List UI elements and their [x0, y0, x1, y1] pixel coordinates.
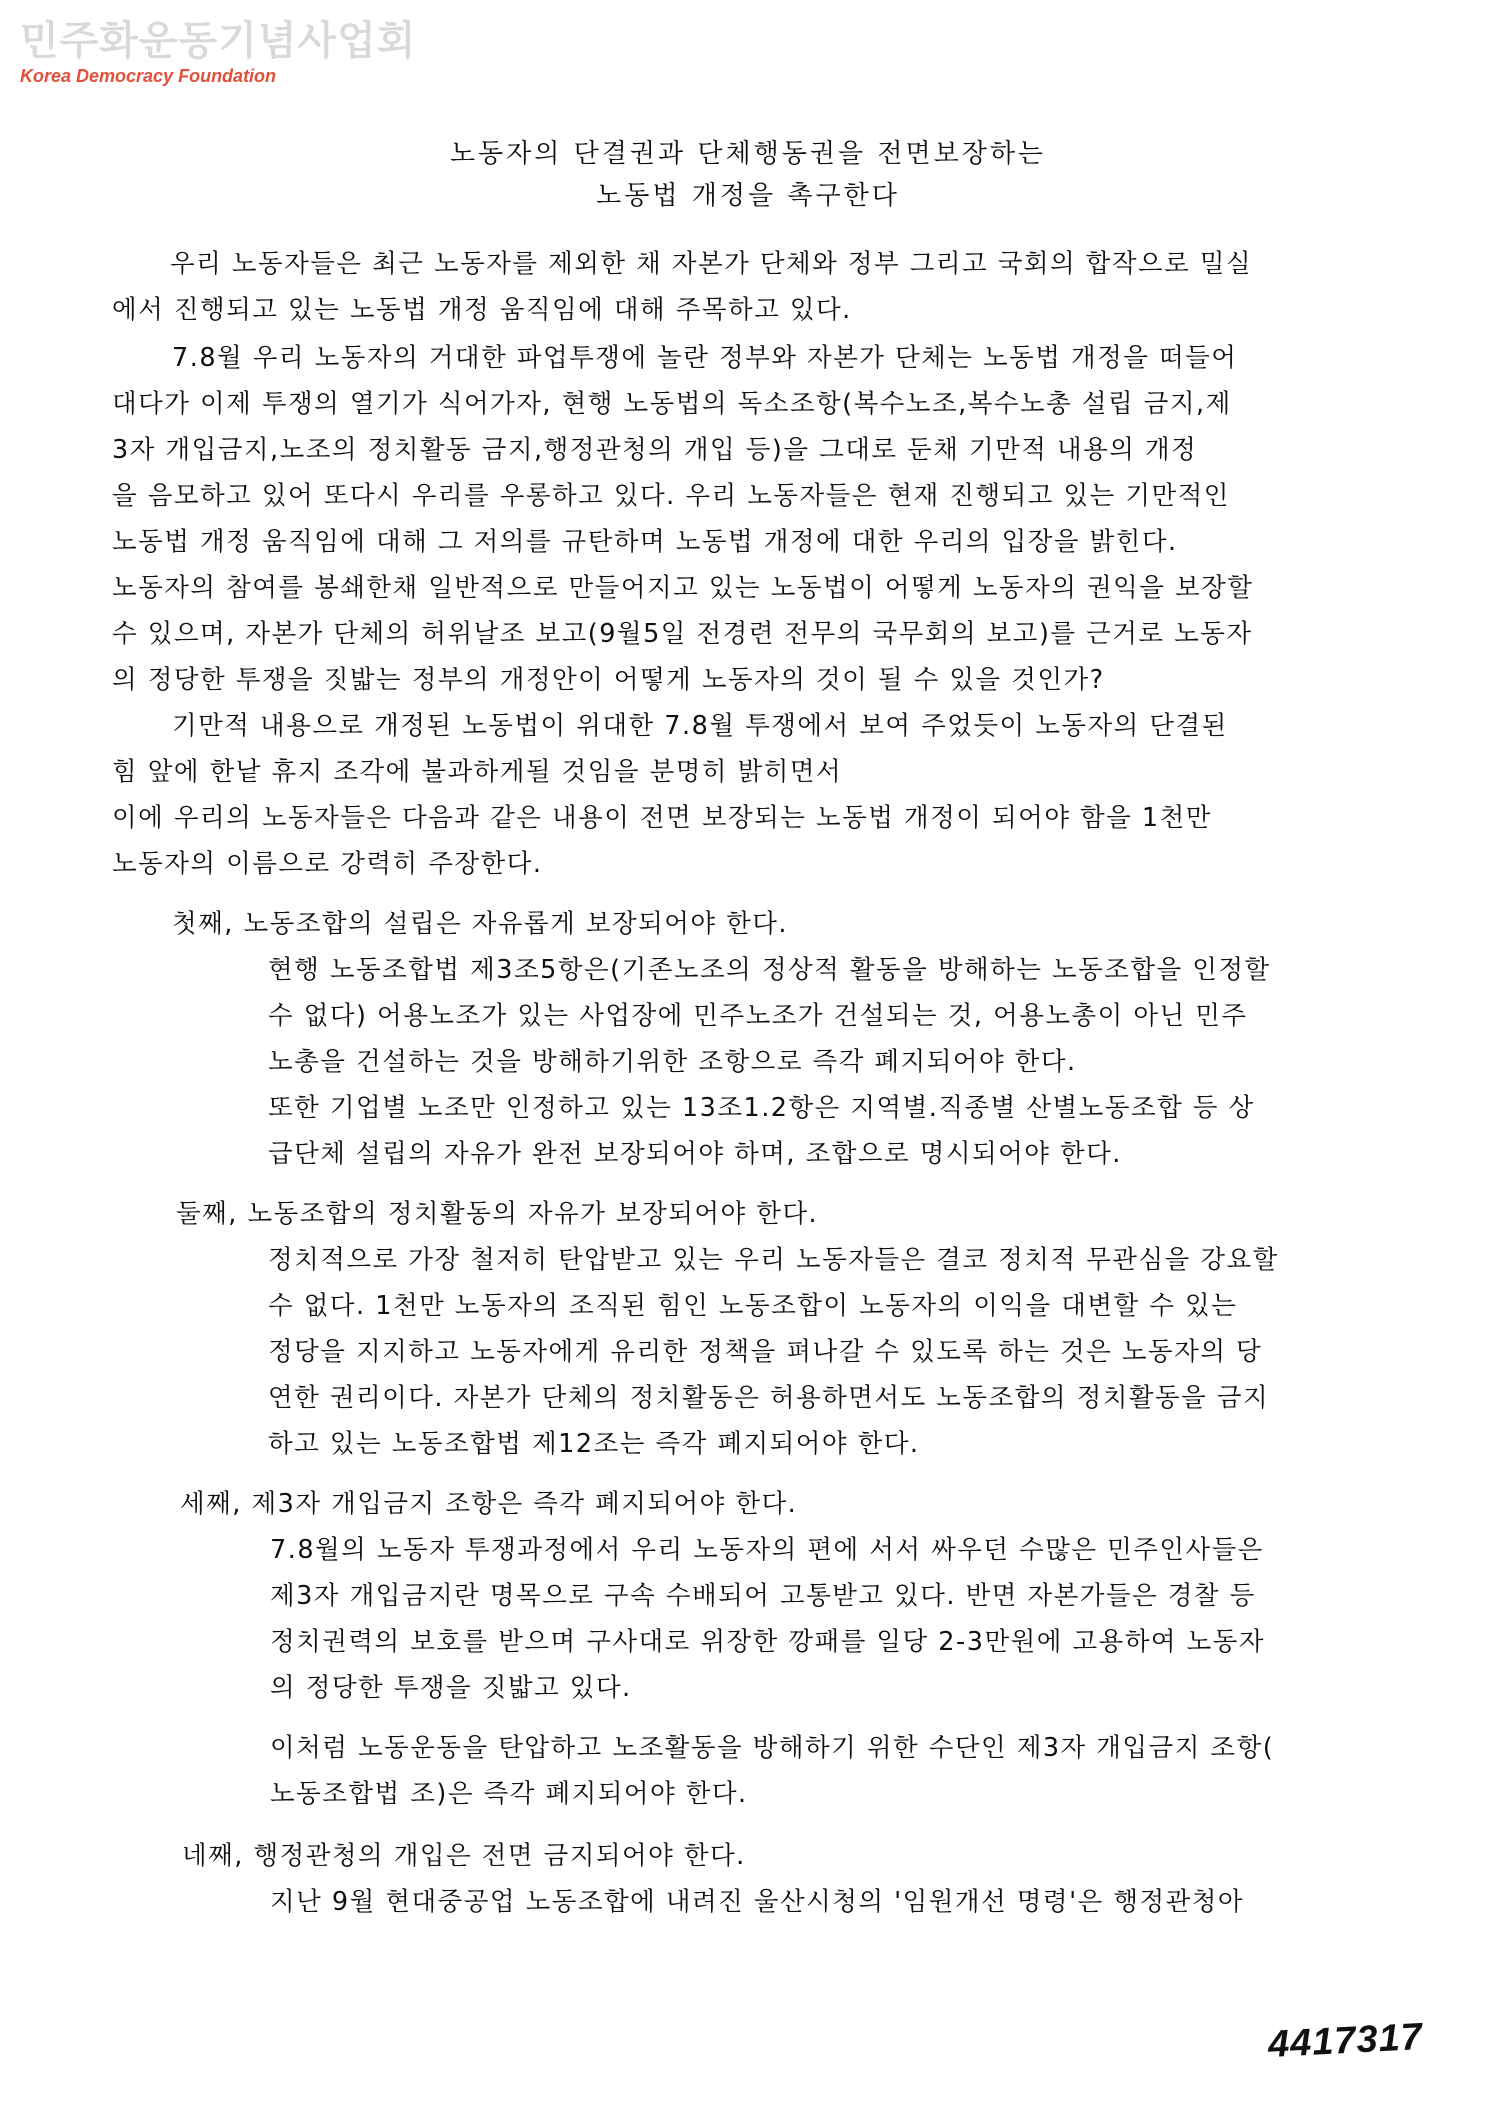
body-line: 노동법 개정 움직임에 대해 그 저의를 규탄하며 노동법 개정에 대한 우리의 입장을 밝힌다.: [112, 527, 1178, 557]
body-line: 현행 노동조합법 제3조5항은(기존노조의 정상적 활동을 방해하는 노동조합을 인정할: [268, 955, 1271, 985]
body-line: 수 없다) 어용노조가 있는 사업장에 민주노조가 건설되는 것, 어용노총이 아닌 민주: [268, 1001, 1248, 1031]
body-line: 우리 노동자들은 최근 노동자를 제외한 채 자본가 단체와 정부 그리고 국회의 합작으로 밀실: [170, 249, 1253, 279]
body-line: 연한 권리이다. 자본가 단체의 정치활동은 허용하면서도 노동조합의 정치활동을 금지: [268, 1383, 1270, 1413]
body-line: 이에 우리의 노동자들은 다음과 같은 내용이 전면 보장되는 노동법 개정이 되어야 함을 1천만: [112, 803, 1212, 833]
body-line: 이처럼 노동운동을 탄압하고 노조활동을 방해하기 위한 수단인 제3자 개입금지 조항(: [270, 1733, 1275, 1763]
body-line: 하고 있는 노동조합법 제12조는 즉각 폐지되어야 한다.: [268, 1429, 920, 1459]
document-title-line-1: 노동자의 단결권과 단체행동권을 전면보장하는: [449, 139, 1047, 169]
body-line: 을 음모하고 있어 또다시 우리를 우롱하고 있다. 우리 노동자들은 현재 진행되고 있는 기만적인: [112, 481, 1230, 511]
watermark-english: Korea Democracy Foundation: [20, 66, 277, 86]
body-line: 의 정당한 투쟁을 짓밟는 정부의 개정안이 어떻게 노동자의 것이 될 수 있을 것인가?: [112, 665, 1105, 695]
body-line: 정치권력의 보호를 받으며 구사대로 위장한 깡패를 일당 2-3만원에 고용하여 노동자: [270, 1627, 1265, 1657]
section-heading-4: 네째, 행정관청의 개입은 전면 금지되어야 한다.: [182, 1841, 746, 1871]
body-line: 3자 개입금지,노조의 정치활동 금지,행정관청의 개입 등)을 그대로 둔채 기만적 내용의 개정: [112, 435, 1198, 465]
body-line: 수 있으며, 자본가 단체의 허위날조 보고(9월5일 전경련 전무의 국무회의 보고)를 근거로 노동자: [112, 619, 1253, 649]
archive-number-stamp: 4417317: [1266, 2015, 1424, 2067]
body-line: 7.8월의 노동자 투쟁과정에서 우리 노동자의 편에 서서 싸우던 수많은 민주인사들은: [270, 1535, 1264, 1565]
body-line: 정치적으로 가장 철저히 탄압받고 있는 우리 노동자들은 결코 정치적 무관심을 강요할: [268, 1245, 1279, 1275]
body-line: 수 없다. 1천만 노동자의 조직된 힘인 노동조합이 노동자의 이익을 대변할 수 있는: [268, 1291, 1238, 1321]
body-line: 기만적 내용으로 개정된 노동법이 위대한 7.8월 투쟁에서 보여 주었듯이 노동자의 단결된: [172, 711, 1228, 741]
body-line: 힘 앞에 한낱 휴지 조각에 불과하게될 것임을 분명히 밝히면서: [112, 757, 843, 787]
body-line: 또한 기업별 노조만 인정하고 있는 13조1.2항은 지역별.직종별 산별노동조합 등 상: [268, 1093, 1255, 1123]
body-line: 노총을 건설하는 것을 방해하기위한 조항으로 즉각 폐지되어야 한다.: [268, 1047, 1077, 1077]
body-line: 에서 진행되고 있는 노동법 개정 움직임에 대해 주목하고 있다.: [112, 295, 852, 325]
body-line: 정당을 지지하고 노동자에게 유리한 정책을 펴나갈 수 있도록 하는 것은 노동자의 당: [268, 1337, 1263, 1367]
document-title-line-2: 노동법 개정을 촉구한다: [596, 181, 900, 211]
watermark-logo: [20, 18, 416, 86]
body-line: 노동조합법 조)은 즉각 폐지되어야 한다.: [270, 1779, 748, 1809]
body-line: 노동자의 이름으로 강력히 주장한다.: [112, 849, 543, 879]
body-line: 노동자의 참여를 봉쇄한채 일반적으로 만들어지고 있는 노동법이 어떻게 노동자의 권익을 보장할: [112, 573, 1254, 603]
section-heading-1: 첫째, 노동조합의 설립은 자유롭게 보장되어야 한다.: [172, 909, 789, 939]
watermark-korean: 민주화운동기념사업회: [20, 18, 417, 64]
body-line: 지난 9월 현대중공업 노동조합에 내려진 울산시청의 '임원개선 명령'은 행정관청아: [270, 1887, 1244, 1917]
body-line: 의 정당한 투쟁을 짓밟고 있다.: [270, 1673, 632, 1703]
section-heading-2: 둘째, 노동조합의 정치활동의 자유가 보장되어야 한다.: [176, 1199, 819, 1229]
section-heading-3: 세째, 제3자 개입금지 조항은 즉각 폐지되어야 한다.: [180, 1489, 798, 1519]
body-line: 급단체 설립의 자유가 완전 보장되어야 하며, 조합으로 명시되어야 한다.: [268, 1139, 1122, 1169]
body-line: 대다가 이제 투쟁의 열기가 식어가자, 현행 노동법의 독소조항(복수노조,복수노총 설립 금지,제: [112, 389, 1232, 419]
body-line: 7.8월 우리 노동자의 거대한 파업투쟁에 놀란 정부와 자본가 단체는 노동법 개정을 떠들어: [172, 343, 1238, 373]
body-line: 제3자 개입금지란 명목으로 구속 수배되어 고통받고 있다. 반면 자본가들은 경찰 등: [270, 1581, 1256, 1611]
